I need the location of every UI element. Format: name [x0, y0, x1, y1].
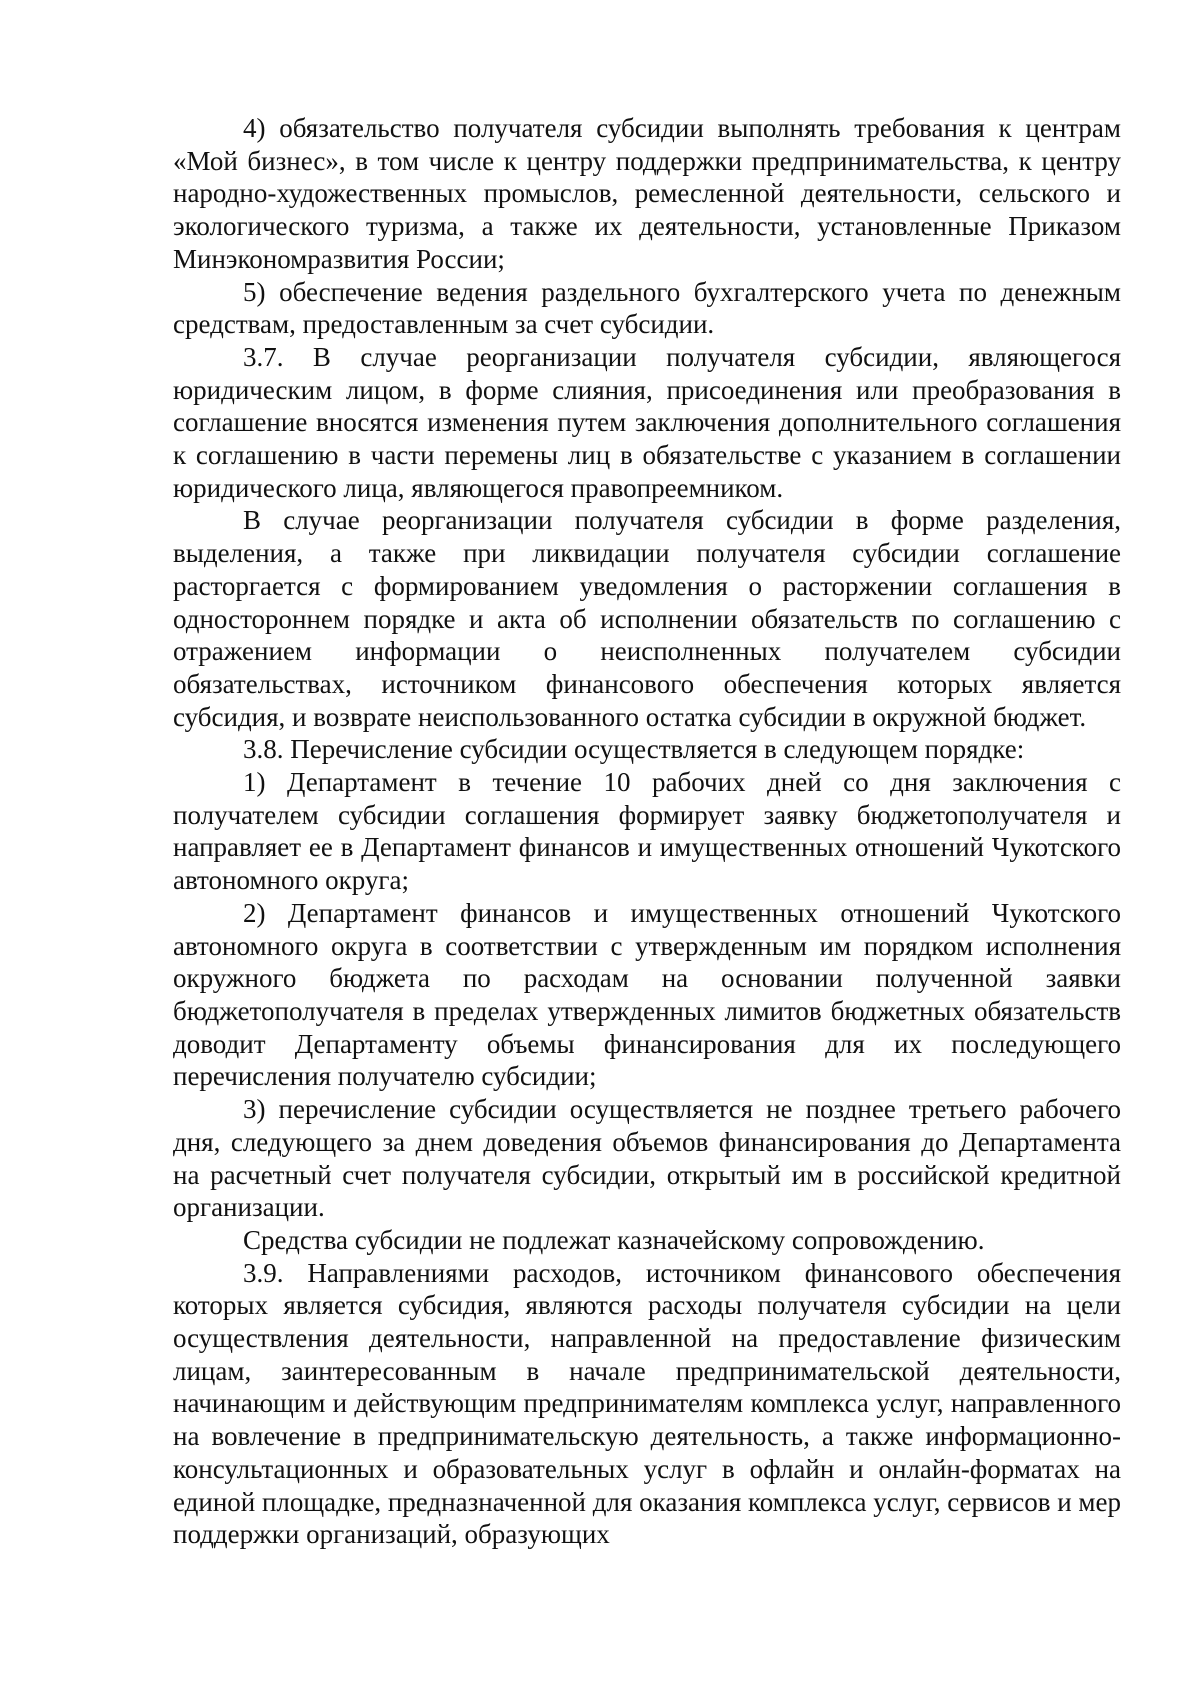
- document-body: [173, 112, 1121, 1551]
- paragraph-3-8: 3.8. Перечисление субсидии осуществляется в следующем порядке:: [243, 734, 1025, 765]
- paragraph-step-1: 1) Департамент в течение 10 рабочих дней со дня заключения с получателем субсидии соглашения формирует заявку бюджетополучателя и направляет ее в Департамент финансов и имущественных отношений Чукотского автономного округа;: [173, 767, 1121, 896]
- paragraph-step-3: 3) перечисление субсидии осуществляется не позднее третьего рабочего дня, следующего за днем доведения объемов финансирования до Департамента на расчетный счет получателя субсидии, открытый им в российской кредитной организации.: [173, 1094, 1121, 1223]
- paragraph-treasury: Средства субсидии не подлежат казначейскому сопровождению.: [243, 1224, 985, 1255]
- paragraph-step-2: 2) Департамент финансов и имущественных отношений Чукотского автономного округа в соответствии с утвержденным им порядком исполнения окружного бюджета по расходам на основании полученной заявки бюджетополучателя в пределах утвержденных лимитов бюджетных обязательств доводит Департаменту объемы финансирования для их последующего перечисления получателю субсидии;: [173, 897, 1121, 1092]
- paragraph-reorganization: В случае реорганизации получателя субсидии в форме разделения, выделения, а также при ликвидации получателя субсидии соглашение расторгается с формированием уведомления о расторжении соглашения в одностороннем порядке и акта об исполнении обязательств по соглашению с отражением информации о неисполненных получателем субсидии обязательствах, источником финансового обеспечения которых является субсидия, и возврате неиспользованного остатка субсидии в окружной бюджет.: [173, 505, 1121, 732]
- paragraph-item-5: 5) обеспечение ведения раздельного бухгалтерского учета по денежным средствам, предоставленным за счет субсидии.: [173, 276, 1121, 340]
- paragraph-item-4: 4) обязательство получателя субсидии выполнять требования к центрам «Мой бизнес», в том числе к центру поддержки предпринимательства, к центру народно-художественных промыслов, ремесленной деятельности, сельского и экологического туризма, а также их деятельности, установленные Приказом Минэкономразвития России;: [173, 113, 1121, 274]
- paragraph-3-7: 3.7. В случае реорганизации получателя субсидии, являющегося юридическим лицом, в форме слияния, присоединения или преобразования в соглашение вносятся изменения путем заключения дополнительного соглашения к соглашению в части перемены лиц в обязательстве с указанием в соглашении юридического лица, являющегося правопреемником.: [173, 341, 1121, 503]
- paragraph-3-9: 3.9. Направлениями расходов, источником финансового обеспечения которых является субсидия, являются расходы получателя субсидии на цели осуществления деятельности, направленной на предоставление физическим лицам, заинтересованным в начале предпринимательской деятельности, начинающим и действующим предпринимателям комплекса услуг, направленного на вовлечение в предпринимательскую деятельность, а также информационно-консультационных и образовательных услуг в офлайн и онлайн-форматах на единой площадке, предназначенной для оказания комплекса услуг, сервисов и мер поддержки организаций, образующих: [173, 1257, 1121, 1550]
